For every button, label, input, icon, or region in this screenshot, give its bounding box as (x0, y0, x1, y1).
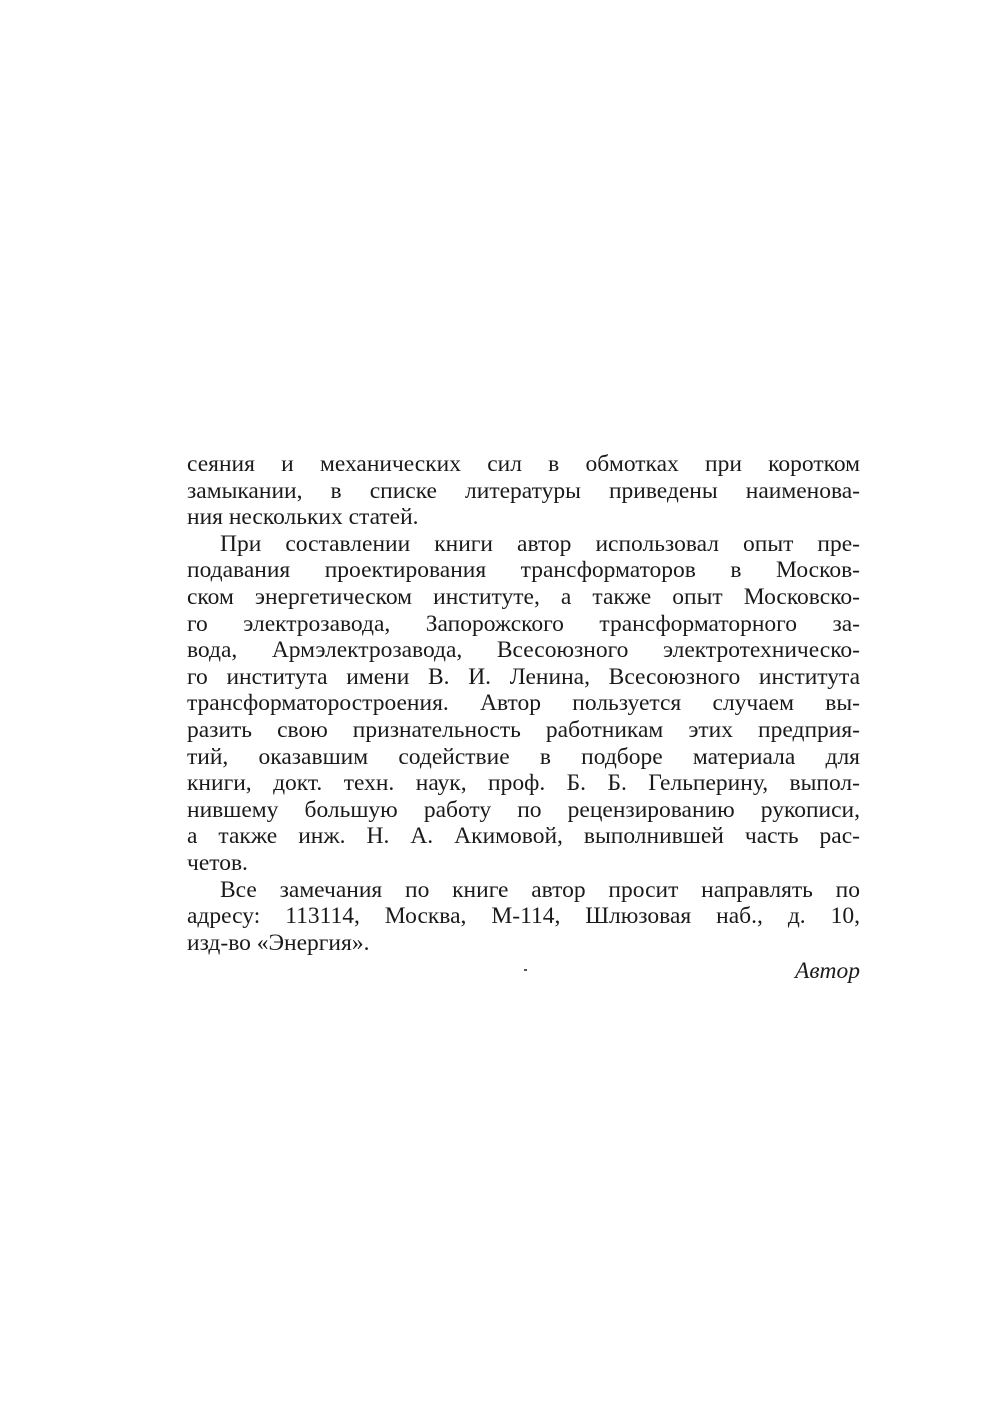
text-line: замыкании, в списке литературы приведены наименова- (187, 477, 860, 504)
text-line: сеяния и механических сил в обмотках при коротком (187, 451, 860, 477)
author-signature: Автор (794, 958, 860, 985)
document-body (187, 451, 860, 985)
text-line: четов. (187, 849, 248, 876)
text-line: тий, оказавшим содействие в подборе материала для (187, 743, 860, 770)
text-line: адресу: 113114, Москва, М-114, Шлюзовая наб., д. 10, (187, 903, 860, 930)
paragraph-3 (187, 877, 860, 957)
paragraph-1 (187, 451, 860, 531)
text-line: го электрозавода, Запорожского трансформаторного за- (187, 610, 860, 637)
text-line: подавания проектирования трансформаторов в Москов- (187, 557, 860, 584)
scan-speck (524, 969, 527, 971)
text-line: изд-во «Энергия». (187, 929, 370, 956)
text-line: а также инж. Н. А. Акимовой, выполнившей часть рас- (187, 823, 860, 850)
text-line: книги, докт. техн. наук, проф. Б. Б. Гельперину, выпол- (187, 770, 860, 797)
text-line: трансформаторостроения. Автор пользуется случаем вы- (187, 690, 860, 717)
text-line: При составлении книги автор использовал опыт пре- (220, 530, 860, 557)
paragraph-2 (187, 531, 860, 877)
text-line: го института имени В. И. Ленина, Всесоюзного института (187, 663, 860, 690)
text-line: ском энергетическом институте, а также опыт Московско- (187, 583, 860, 610)
text-line: Все замечания по книге автор просит направлять по (220, 876, 860, 903)
text-line: нившему большую работу по рецензированию рукописи, (187, 796, 860, 823)
text-line: ния нескольких статей. (187, 504, 419, 531)
text-line: разить свою признательность работникам этих предприя- (187, 716, 860, 743)
text-line: вода, Армэлектрозавода, Всесоюзного электротехническо- (187, 637, 860, 664)
